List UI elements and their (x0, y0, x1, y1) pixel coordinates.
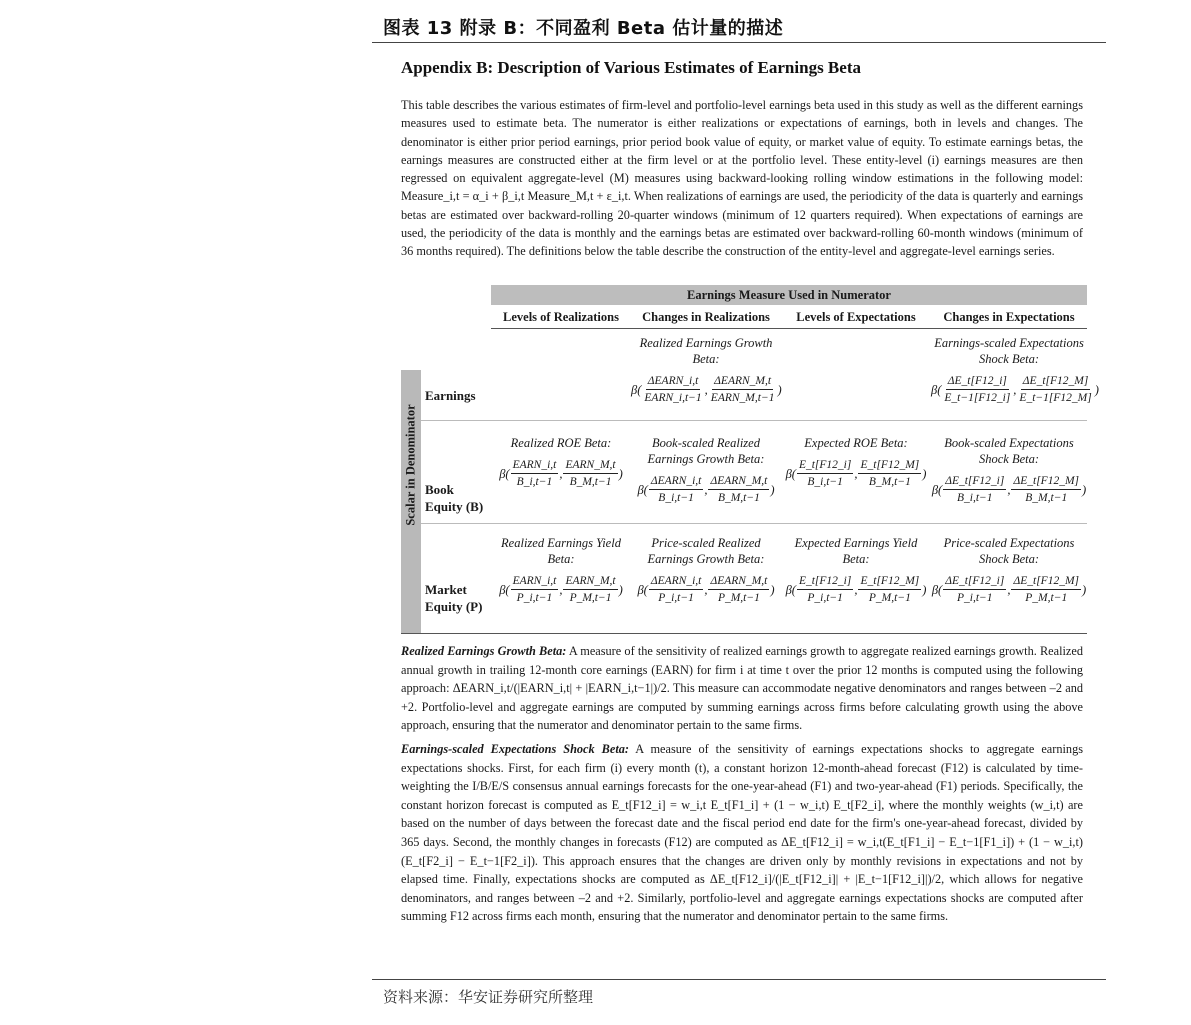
beta-name: Earnings-scaled Expectations Shock Beta: (934, 336, 1084, 366)
definition-paragraph (401, 642, 1083, 735)
beta-name: Price-scaled Realized Earnings Growth Beta: (647, 536, 765, 566)
fraction (511, 573, 559, 606)
denominator: B_M,t−1 (868, 476, 911, 488)
beta-symbol: β( (931, 382, 942, 397)
closing-paren: ) (1082, 482, 1087, 497)
fraction (943, 573, 1006, 606)
definition-term: Realized Earnings Growth Beta: (401, 644, 567, 658)
denominator: B_i,t−1 (658, 492, 694, 504)
column-header: Changes in Realizations (642, 310, 770, 324)
table-cell (781, 435, 931, 490)
fraction (708, 573, 769, 606)
denominator: B_i,t−1 (516, 476, 553, 488)
column-header: Levels of Expectations (796, 310, 916, 324)
beta-name: Realized ROE Beta: (510, 436, 612, 450)
numerator: EARN_i,t (511, 457, 559, 474)
fraction (943, 473, 1006, 506)
denominator: E_t−1[F12_i] (944, 392, 1011, 404)
numerator: ΔE_t[F12_M] (1011, 473, 1081, 490)
appendix-intro: This table describes the various estimates of firm-level and portfolio-level earnings beta used in this study as well as the different earnings measures used to estimate beta. The numerator is either realizations or expectations of earnings, both in levels and changes. The denominator is either prior period earnings, prior period book value of equity, or market value of equity. To estimate earnings betas, the earnings measures are constructed either at the firm level or at the portfolio level. These entity-level (i) earnings measures are then regressed on equivalent aggregate-level (M) measures using backward-looking rolling window estimations in the following model: Measure_i,t = α_i + β_i,t Measure_M,t + ε_i,t. When realizations of earnings are used, the periodicity of the data is quarterly and earnings betas are estimated over backward-rolling 20-quarter windows (minimum of 12 quarters required). When expectations of earnings are used, the periodicity of the data is monthly and the earnings betas are estimated over backward-rolling 60-month windows (minimum of 36 months required). The definitions below the table describe the construction of the entity-level and aggregate-level earnings series. (401, 98, 1083, 259)
figure-caption: 图表 13 附录 B：不同盈利 Beta 估计量的描述 (383, 18, 784, 39)
denominator: B_M,t−1 (717, 492, 760, 504)
beta-symbol: β( (631, 382, 642, 397)
beta-name: Realized Earnings Yield Beta: (501, 536, 621, 566)
beta-formula (637, 573, 774, 606)
denominator: E_t−1[F12_M] (1019, 392, 1092, 404)
fraction (858, 457, 921, 490)
beta-symbol: β( (637, 482, 648, 497)
fraction (709, 373, 777, 406)
table-cell (931, 335, 1099, 406)
top-divider (372, 42, 1106, 43)
separator: , (704, 382, 708, 397)
closing-paren: ) (1082, 582, 1087, 597)
numerator: ΔE_t[F12_i] (943, 473, 1006, 490)
definition-term: Earnings-scaled Expectations Shock Beta: (401, 741, 629, 756)
separator: , (704, 582, 708, 597)
fraction (1011, 573, 1081, 606)
closing-paren: ) (1094, 382, 1099, 397)
beta-symbol: β( (785, 466, 796, 481)
appendix-section (401, 58, 1083, 261)
fraction (563, 457, 617, 490)
separator: , (559, 582, 563, 597)
separator: , (704, 482, 708, 497)
numerator: E_t[F12_M] (858, 457, 921, 474)
numerator: ΔE_t[F12_M] (1011, 573, 1081, 590)
beta-formula (932, 473, 1086, 506)
fraction (797, 457, 853, 490)
beta-formula (631, 373, 782, 406)
table-cell (491, 435, 631, 490)
beta-estimates-table (401, 285, 1099, 635)
fraction (942, 373, 1012, 406)
fraction (1011, 473, 1081, 506)
numerator: ΔE_t[F12_i] (946, 373, 1009, 390)
table-cell (631, 435, 781, 506)
numerator-header: Earnings Measure Used in Numerator (491, 285, 1087, 305)
bottom-divider (372, 979, 1106, 980)
denominator: B_i,t−1 (807, 476, 843, 488)
numerator: E_t[F12_M] (858, 573, 921, 590)
numerator: E_t[F12_i] (797, 457, 853, 474)
table-cell (781, 535, 931, 606)
numerator: EARN_M,t (563, 457, 617, 474)
column-header: Changes in Expectations (943, 310, 1075, 324)
fraction (563, 573, 617, 606)
denominator: B_M,t−1 (569, 476, 612, 488)
beta-formula (499, 573, 623, 606)
closing-paren: ) (618, 582, 623, 597)
numerator: ΔEARN_i,t (649, 473, 704, 490)
fraction (649, 473, 704, 506)
table-cell (631, 535, 781, 606)
beta-name: Book-scaled Expectations Shock Beta: (944, 436, 1074, 466)
beta-name: Expected Earnings Yield Beta: (794, 536, 918, 566)
fraction (858, 573, 921, 606)
beta-formula (637, 473, 774, 506)
beta-symbol: β( (499, 582, 510, 597)
denominator: P_M,t−1 (717, 592, 760, 604)
beta-name: Realized Earnings Growth Beta: (639, 336, 773, 366)
denominator: P_i,t−1 (807, 592, 843, 604)
fraction (649, 573, 704, 606)
separator: , (1007, 582, 1011, 597)
closing-paren: ) (922, 466, 927, 481)
beta-formula (499, 457, 623, 490)
definitions (401, 642, 1083, 931)
fraction (797, 573, 853, 606)
definition-text: A measure of the sensitivity of realized earnings growth to aggregate realized earnings growth. Realized annual growth in trailing 12-month core earnings (EARN) for firm i at time t over the prior 12 months is computed using the following approach: ΔEARN_i,t/(|EARN_i,t| + |EARN_i,t−1|)/2. This measure can accommodate negative denominators and ranges between –2 and +2. Portfolio-level and aggregate earnings are computed by summing earnings across firms before calculating growth using the above approach, ensuring that the numerator and denominator pertain to the same firms. (401, 644, 1083, 733)
denominator: P_i,t−1 (516, 592, 553, 604)
numerator: EARN_i,t (511, 573, 559, 590)
denominator: EARN_i,t−1 (644, 392, 702, 404)
separator: , (559, 466, 563, 481)
row-divider (421, 420, 1087, 421)
beta-formula (931, 373, 1099, 406)
denominator: EARN_M,t−1 (710, 392, 775, 404)
beta-formula (786, 573, 927, 606)
header-rule (491, 328, 1087, 329)
table-cell (931, 535, 1087, 606)
appendix-title: Appendix B: Description of Various Estimates of Earnings Beta (401, 58, 861, 77)
beta-formula (932, 573, 1086, 606)
separator: , (1013, 382, 1017, 397)
fraction (1017, 373, 1093, 406)
definition-paragraph (401, 740, 1083, 926)
column-header: Levels of Realizations (503, 310, 619, 324)
row-label-earnings: Earnings (425, 388, 476, 403)
denominator-label: Scalar in Denominator (403, 404, 418, 526)
beta-symbol: β( (931, 582, 943, 597)
numerator: ΔEARN_M,t (712, 373, 773, 390)
fraction (708, 473, 769, 506)
closing-paren: ) (777, 382, 782, 397)
closing-paren: ) (618, 466, 623, 481)
source-note: 资料来源：华安证券研究所整理 (383, 988, 594, 1006)
separator: , (1007, 482, 1011, 497)
fraction (511, 457, 559, 490)
beta-name: Expected ROE Beta: (804, 436, 908, 450)
beta-symbol: β( (637, 582, 648, 597)
beta-name: Book-scaled Realized Earnings Growth Beta: (647, 436, 765, 466)
denominator: P_M,t−1 (569, 592, 612, 604)
table-bottom-rule (401, 633, 1087, 634)
numerator: ΔE_t[F12_i] (943, 573, 1006, 590)
beta-symbol: β( (499, 466, 510, 481)
denominator: B_M,t−1 (1025, 492, 1068, 504)
row-label-market-equity: Market Equity (P) (425, 582, 483, 614)
numerator: ΔEARN_M,t (708, 473, 769, 490)
denominator: B_i,t−1 (956, 492, 993, 504)
closing-paren: ) (922, 582, 927, 597)
table-cell (631, 335, 781, 406)
table-cell (931, 435, 1087, 506)
denominator: P_i,t−1 (658, 592, 694, 604)
beta-formula (786, 457, 927, 490)
numerator: EARN_M,t (563, 573, 617, 590)
separator: , (854, 466, 858, 481)
denominator: P_M,t−1 (868, 592, 911, 604)
beta-symbol: β( (785, 582, 796, 597)
row-label-book-equity: Book Equity (B) (425, 482, 484, 514)
beta-symbol: β( (931, 482, 943, 497)
numerator: ΔEARN_i,t (649, 573, 704, 590)
separator: , (854, 582, 858, 597)
row-divider (421, 523, 1087, 524)
definition-text: A measure of the sensitivity of earnings expectations shocks to aggregate earnings expectations shocks. First, for each firm (i) every month (t), a constant horizon 12-month-ahead forecast (F12) is calculated by time-weighting the I/B/E/S consensus annual earnings forecasts for the one-year-ahead (F1) and two-year-ahead (F1) periods. Specifically, the constant horizon forecast is computed as E_t[F12_i] = w_i,t E_t[F1_i] + (1 − w_i,t) E_t[F2_i], where the monthly weights (w_i,t) are based on the number of days between the forecast date and the fiscal period end date for the firm's one-year-ahead forecast, divided by 365 days. Second, the monthly changes in forecasts (F12) are computed as ΔE_t[F12_i] = w_i,t(E_t[F1_i] − E_t−1[F1_i]) + (1 − w_i,t)(E_t[F2_i] − E_t−1[F2_i]). This approach ensures that the changes are driven only by monthly revisions in expectations and not by elapsed time. Finally, expectations shocks are computed as ΔE_t[F12_i]/(|E_t[F12_i]| + |E_t−1[F12_i]|)/2, which allows for negative denominators, and ranges between –2 and +2. Similarly, portfolio-level and aggregate earnings expectations shocks are computed after summing F12 across firms each month, ensuring that the numerator and denominator pertain to the same firms. (401, 741, 1083, 924)
denominator: P_M,t−1 (1025, 592, 1068, 604)
denominator: P_i,t−1 (956, 592, 993, 604)
fraction (642, 373, 703, 406)
table-cell (491, 535, 631, 606)
numerator: E_t[F12_i] (797, 573, 853, 590)
numerator: ΔE_t[F12_M] (1021, 373, 1091, 390)
closing-paren: ) (770, 582, 775, 597)
numerator: ΔEARN_M,t (708, 573, 769, 590)
numerator: ΔEARN_i,t (646, 373, 701, 390)
closing-paren: ) (770, 482, 775, 497)
beta-name: Price-scaled Expectations Shock Beta: (943, 536, 1075, 566)
